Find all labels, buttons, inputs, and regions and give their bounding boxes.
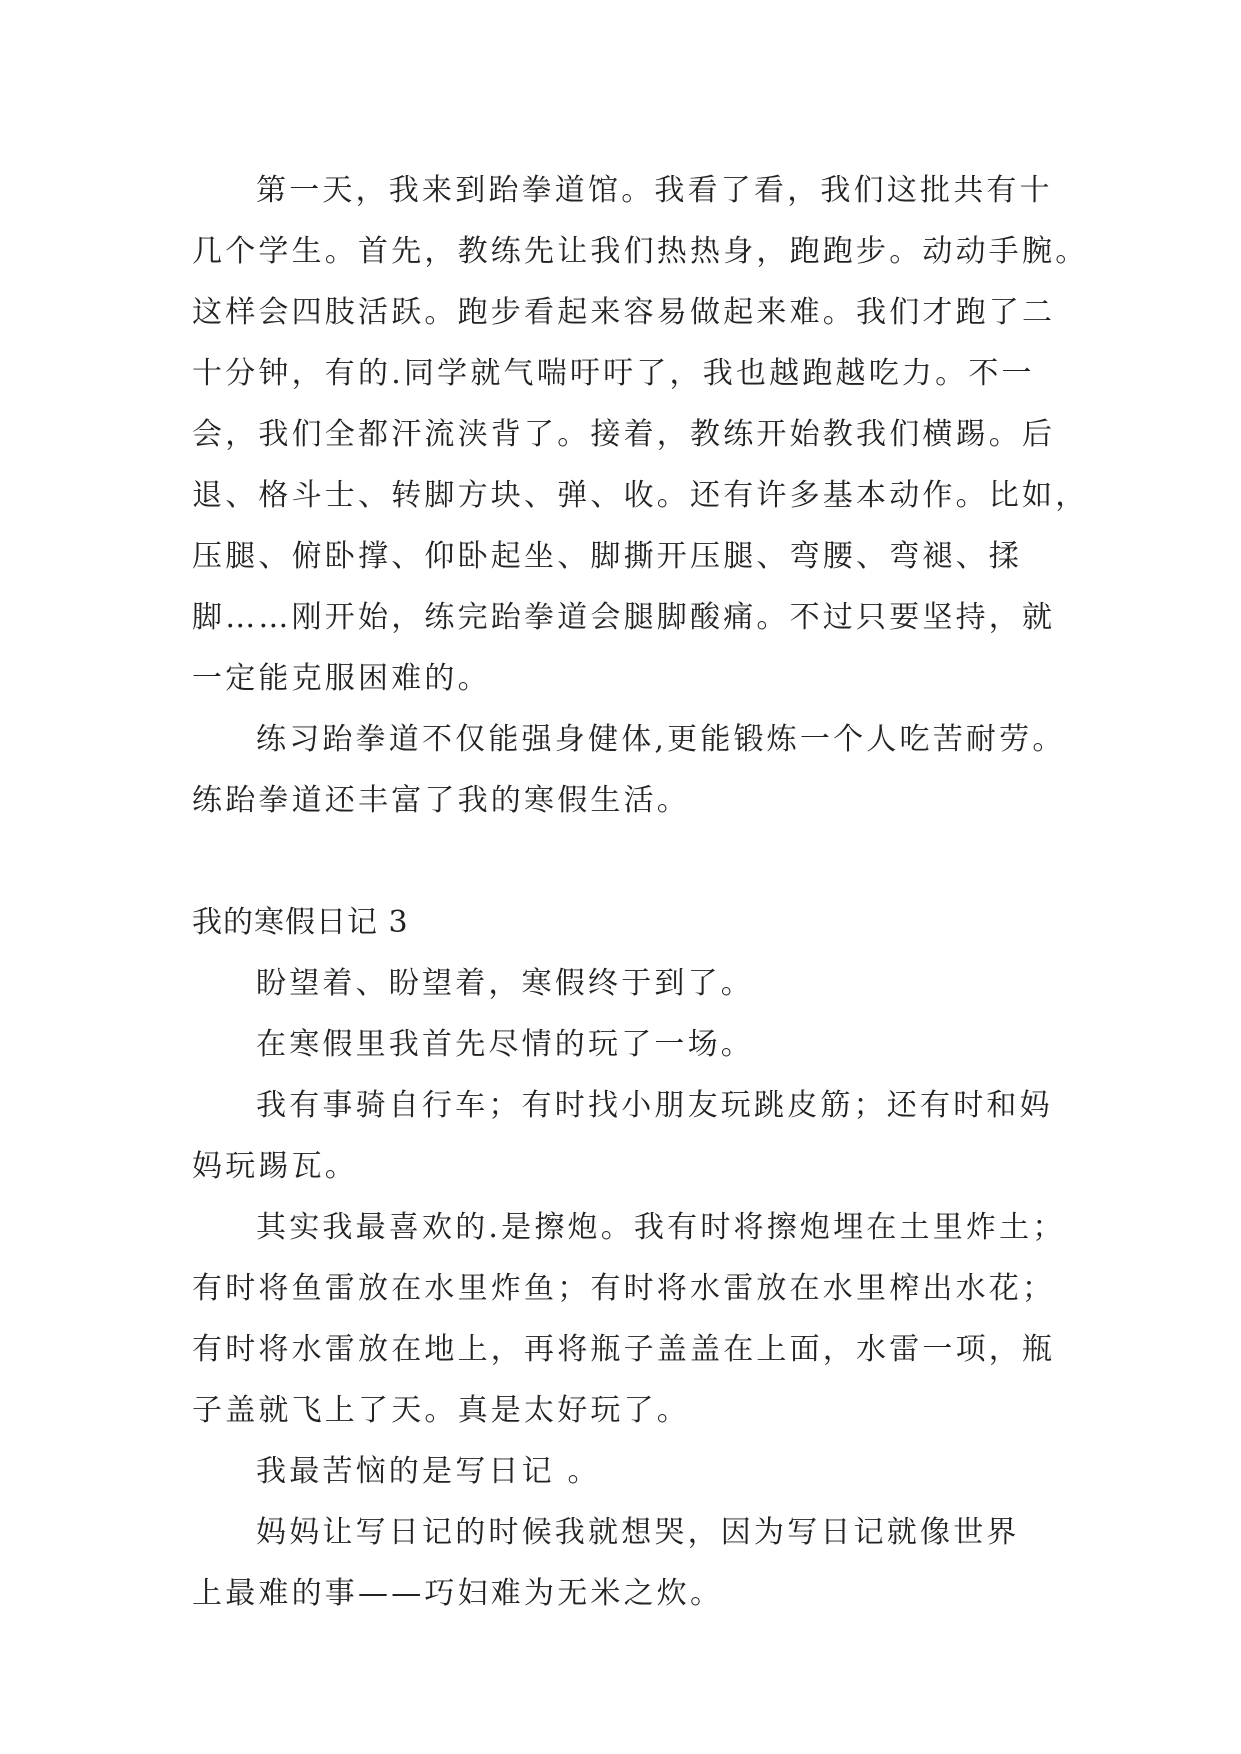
text-line: 一定能克服困难的。 bbox=[192, 661, 491, 696]
text-line: 妈妈让写日记的时候我就想哭，因为写日记就像世界 bbox=[256, 1515, 1020, 1550]
paragraph-taekwondo-practice bbox=[192, 160, 1089, 709]
paragraph-diary-worry: 我最苦恼的是写日记 。 bbox=[256, 1454, 601, 1489]
paragraph-activities bbox=[192, 1075, 1054, 1197]
text-line: 这样会四肢活跃。跑步看起来容易做起来难。我们才跑了二 bbox=[192, 295, 1056, 330]
text-line: 练跆拳道还丰富了我的寒假生活。 bbox=[192, 783, 690, 818]
paragraph-taekwondo-benefits bbox=[192, 709, 1066, 831]
paragraph-played-first: 在寒假里我首先尽情的玩了一场。 bbox=[256, 1027, 754, 1062]
paragraph-winter-break-arrived: 盼望着、盼望着，寒假终于到了。 bbox=[256, 966, 754, 1001]
text-line: 子盖就飞上了天。真是太好玩了。 bbox=[192, 1393, 690, 1428]
text-line: 十分钟，有的.同学就气喘吁吁了，我也越跑越吃力。不一 bbox=[192, 356, 1035, 391]
document-page bbox=[192, 160, 1089, 1624]
paragraph-firecrackers bbox=[192, 1197, 1066, 1441]
section-title: 我的寒假日记 3 bbox=[192, 905, 409, 940]
paragraph-diary-difficulty bbox=[192, 1502, 1054, 1624]
text-line: 退、格斗士、转脚方块、弹、收。还有许多基本动作。比如， bbox=[192, 478, 1089, 513]
text-line: 脚……刚开始，练完跆拳道会腿脚酸痛。不过只要坚持，就 bbox=[192, 600, 1056, 635]
section-spacer bbox=[192, 831, 1054, 892]
text-line: 我有事骑自行车；有时找小朋友玩跳皮筋；还有时和妈 bbox=[256, 1088, 1053, 1123]
text-line: 压腿、俯卧撑、仰卧起坐、脚撕开压腿、弯腰、弯褪、揉 bbox=[192, 539, 1022, 574]
text-line: 其实我最喜欢的.是擦炮。我有时将擦炮埋在土里炸土； bbox=[256, 1210, 1066, 1245]
text-line: 有时将鱼雷放在水里炸鱼；有时将水雷放在水里榨出水花； bbox=[192, 1271, 1056, 1306]
text-line: 几个学生。首先，教练先让我们热热身，跑跑步。动动手腕。 bbox=[192, 234, 1089, 269]
text-line: 上最难的事——巧妇难为无米之炊。 bbox=[192, 1576, 724, 1611]
text-line: 练习跆拳道不仅能强身健体,更能锻炼一个人吃苦耐劳。 bbox=[256, 722, 1066, 757]
text-line: 第一天，我来到跆拳道馆。我看了看，我们这批共有十 bbox=[256, 173, 1053, 208]
text-line: 妈玩踢瓦。 bbox=[192, 1149, 358, 1184]
text-line: 会，我们全都汗流浃背了。接着，教练开始教我们横踢。后 bbox=[192, 417, 1056, 452]
text-line: 有时将水雷放在地上，再将瓶子盖盖在上面，水雷一项，瓶 bbox=[192, 1332, 1056, 1367]
